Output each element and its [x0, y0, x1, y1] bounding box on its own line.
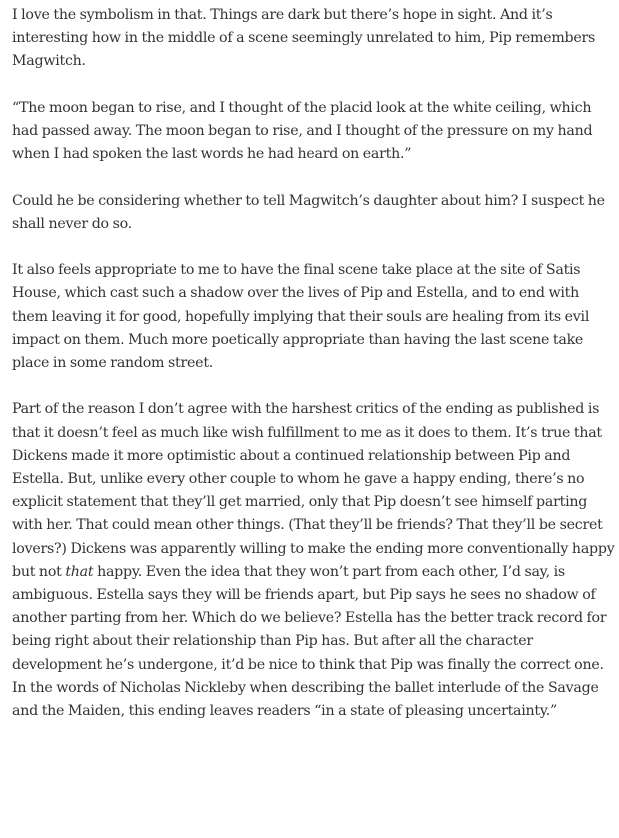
paragraph-symbolism: I love the symbolism in that. Things are dark but there’s hope in sight. And it’s interesting how in the middle of a scene seemingly unrelated to him, Pip remembers Magwitch.: [12, 7, 596, 70]
paragraph-ending-text-end: happy. Even the idea that they won’t part from each other, I’d say, is ambiguous. Estella says they will be friends apart, but Pip says he sees no shadow of another parting from her. Which do we believe? Estella has the better track record for being right about their relationship than Pip has. But after all the character development he’s undergone, it’d be nice to think that Pip was finally the correct one. In the words of Nicholas Nickleby when describing the ballet interlude of the Savage and the Maiden, this ending leaves readers “in a state of pleasing uncertainty.”: [12, 563, 607, 720]
paragraph-magwitch-daughter: Could he be considering whether to tell Magwitch’s daughter about him? I suspect he shall never do so.: [12, 192, 605, 232]
paragraph-quote-moon: “The moon began to rise, and I thought of the placid look at the white ceiling, which had passed away. The moon began to rise, and I thought of the pressure on my hand when I had spoken the last words he had heard on earth.”: [12, 99, 593, 163]
paragraph-satis-house: It also feels appropriate to me to have the final scene take place at the site of Satis House, which cast such a shadow over the lives of Pip and Estella, and to end with them leaving it for good, hopefully implying that their souls are healing from its evil impact on them. Much more poetically appropriate than having the last scene take place in some random street.: [12, 262, 590, 371]
paragraph-ending-text-start: Part of the reason I don’t agree with the harshest critics of the ending as published is that it doesn’t feel as much like wish fulfillment to me as it does to them. It’s true that Dickens made it more optimistic about a continued relationship between Pip and Estella. But, unlike every other couple to whom he gave a happy ending, there’s no explicit statement that they’ll get married, only that Pip doesn’t see himself parting with her. That could mean other things. (That they’ll be friends? That they’ll be secret lovers?) Dickens was apparently willing to make the ending more conventionally happy but not: [12, 401, 615, 580]
emphasized-word: that: [65, 563, 94, 580]
paragraph-ending-critics: [12, 398, 617, 723]
